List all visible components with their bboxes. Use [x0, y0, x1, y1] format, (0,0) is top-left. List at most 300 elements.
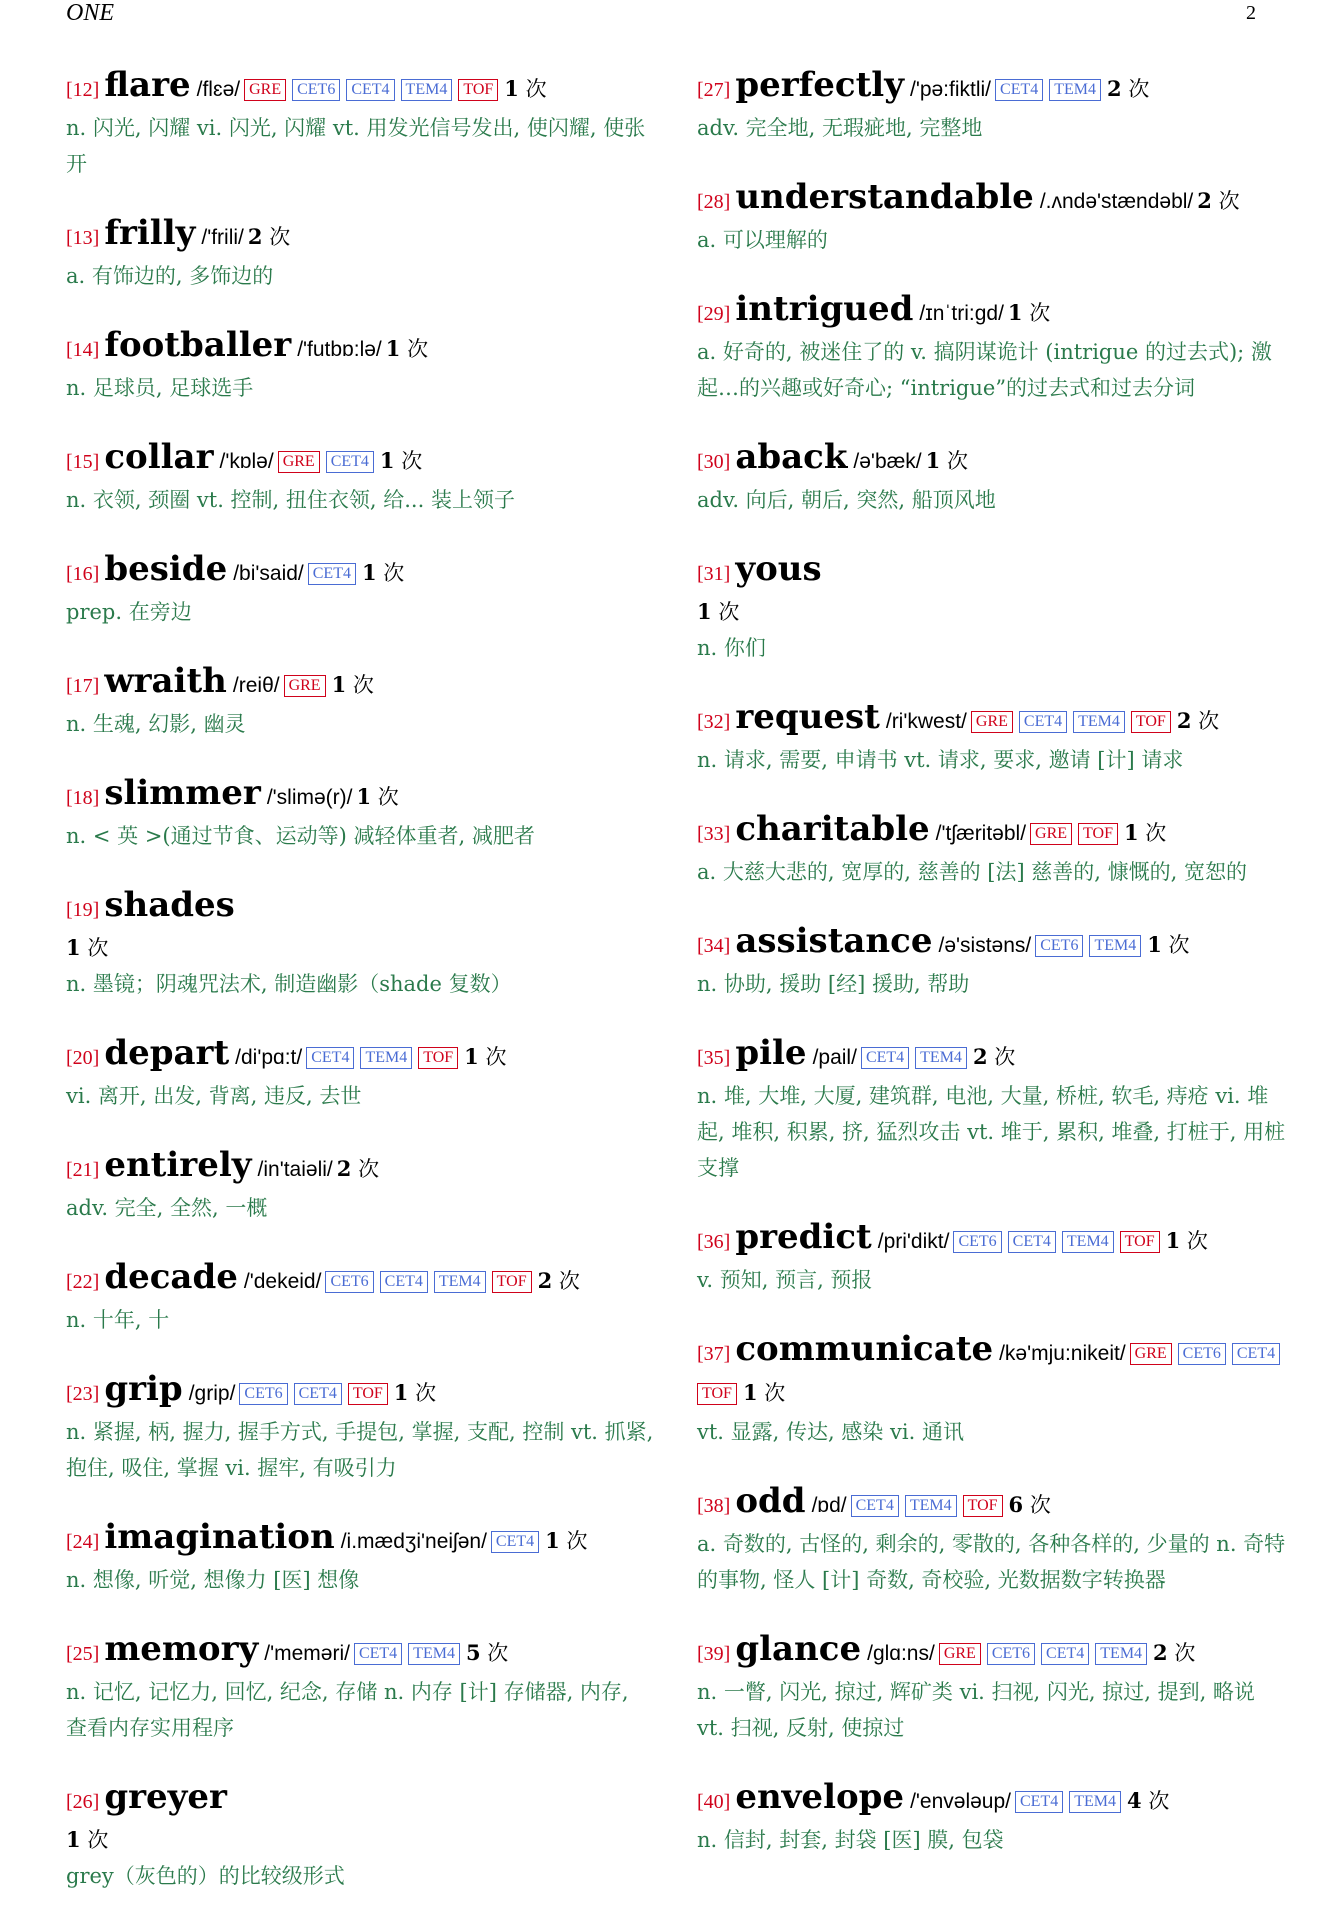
- vocab-entry: [66, 774, 656, 854]
- entry-word: request: [735, 697, 880, 737]
- exam-tag-badge: CET4: [995, 79, 1043, 101]
- vocab-entry: [66, 550, 656, 630]
- entry-definition: prep. 在旁边: [66, 600, 192, 624]
- entry-index: [13]: [66, 227, 100, 249]
- entry-definition: v. 预知, 预言, 预报: [697, 1268, 873, 1292]
- vocab-entry: [66, 1370, 656, 1486]
- entry-definition: n. 想像, 听觉, 想像力 [医] 想像: [66, 1568, 360, 1592]
- vocab-entry: [697, 1630, 1287, 1746]
- entry-headline: [697, 438, 1287, 482]
- entry-headline: [697, 922, 1287, 966]
- entry-index: [20]: [66, 1047, 100, 1069]
- entry-definition: n. 请求, 需要, 申请书 vt. 请求, 要求, 邀请 [计] 请求: [697, 748, 1184, 772]
- count-unit: 次: [1128, 77, 1150, 101]
- occurrence-count: [743, 1381, 785, 1405]
- exam-tag-badge: GRE: [284, 675, 326, 697]
- exam-tag-badge: CET4: [1232, 1343, 1280, 1365]
- occurrence-count: [538, 1269, 580, 1293]
- page-number: 2: [1246, 2, 1256, 24]
- entry-phonetic: /'frili/: [201, 226, 244, 249]
- exam-tag-badge: CET6: [1178, 1343, 1226, 1365]
- entry-index: [38]: [697, 1495, 731, 1517]
- entry-index: [33]: [697, 823, 731, 845]
- entry-phonetic: /i.mædʒi'neiʃən/: [340, 1530, 487, 1553]
- count-unit: 次: [718, 600, 740, 624]
- entry-definition: n. 堆, 大堆, 大厦, 建筑群, 电池, 大量, 桥桩, 软毛, 痔疮 vi. 堆起, 堆积, 积累, 挤, 猛烈攻击 vt. 堆于, 累积, 堆叠, 打桩于, 用桩支撑: [697, 1084, 1286, 1180]
- entry-word: assistance: [735, 921, 933, 961]
- entry-word: depart: [104, 1033, 230, 1073]
- occurrence-count: [66, 930, 656, 966]
- entry-word: wraith: [104, 661, 227, 701]
- entry-phonetic: /'dekeid/: [243, 1270, 322, 1293]
- entry-phonetic: /grip/: [188, 1382, 236, 1405]
- exam-tag-badge: TOF: [1120, 1231, 1160, 1253]
- exam-tag-badge: CET4: [1019, 711, 1067, 733]
- vocab-entry: [697, 550, 1287, 666]
- entry-word: pile: [735, 1033, 807, 1073]
- occurrence-count: [356, 785, 398, 809]
- entry-word: understandable: [735, 177, 1034, 217]
- exam-tag-badge: CET6: [1035, 935, 1083, 957]
- entry-index: [35]: [697, 1047, 731, 1069]
- entry-index: [15]: [66, 451, 100, 473]
- page-header: [66, 0, 1256, 40]
- count-number: 2: [1107, 76, 1122, 101]
- entry-phonetic: /ə'sistəns/: [938, 934, 1032, 957]
- count-unit: 次: [558, 1269, 580, 1293]
- count-number: 6: [1008, 1492, 1024, 1517]
- count-unit: 次: [415, 1381, 437, 1405]
- entry-headline: [697, 810, 1287, 854]
- entry-headline: [697, 550, 1287, 630]
- entry-headline: [66, 1778, 656, 1858]
- entry-definition: n. 你们: [697, 636, 766, 660]
- exam-tag-badge: CET6: [239, 1383, 287, 1405]
- count-unit: 次: [1029, 1493, 1051, 1517]
- exam-tag-badge: TOF: [1078, 823, 1118, 845]
- exam-tag-badge: CET4: [326, 451, 374, 473]
- entry-phonetic: /di'pɑ:t/: [235, 1046, 303, 1069]
- occurrence-count: [380, 449, 422, 473]
- entry-word: decade: [104, 1257, 238, 1297]
- vocab-entry: [66, 214, 656, 294]
- exam-tag-badge: CET4: [1015, 1791, 1063, 1813]
- entry-phonetic: /ə'bæk/: [853, 450, 922, 473]
- right-column: [697, 66, 1287, 1890]
- entry-phonetic: /glɑ:ns/: [867, 1642, 935, 1665]
- entry-headline: [66, 1518, 656, 1562]
- exam-tag-badge: CET4: [380, 1271, 428, 1293]
- entry-headline: [66, 438, 656, 482]
- entry-word: shades: [104, 885, 235, 925]
- exam-tag-badge: CET6: [292, 79, 340, 101]
- occurrence-count: [1197, 189, 1239, 213]
- entry-index: [28]: [697, 191, 731, 213]
- exam-tag-badge: TEM4: [915, 1047, 967, 1069]
- exam-tag-badge: CET4: [294, 1383, 342, 1405]
- count-number: 2: [1176, 708, 1192, 733]
- exam-tag-badge: GRE: [1130, 1343, 1172, 1365]
- entry-word: grip: [104, 1369, 183, 1409]
- entry-headline: [697, 1630, 1287, 1674]
- count-unit: 次: [269, 225, 291, 249]
- count-number: 1: [331, 672, 347, 697]
- entry-headline: [66, 1034, 656, 1078]
- entry-headline: [66, 1258, 656, 1302]
- exam-tag-badge: TEM4: [1073, 711, 1125, 733]
- exam-tag-badge: TEM4: [1069, 1791, 1121, 1813]
- count-number: 2: [1153, 1640, 1168, 1665]
- count-number: 1: [742, 1380, 758, 1405]
- entry-word: predict: [735, 1217, 872, 1257]
- entry-headline: [66, 326, 656, 370]
- count-number: 1: [66, 935, 81, 960]
- vocab-entry: [697, 438, 1287, 518]
- vocab-entry: [697, 1034, 1287, 1186]
- exam-tag-badge: TEM4: [1089, 935, 1141, 957]
- entry-word: flare: [104, 65, 191, 105]
- entry-index: [25]: [66, 1643, 100, 1665]
- count-number: 1: [66, 1827, 81, 1852]
- entry-index: [39]: [697, 1643, 731, 1665]
- occurrence-count: [1009, 1493, 1051, 1517]
- occurrence-count: [504, 77, 546, 101]
- count-unit: 次: [1029, 301, 1051, 325]
- entry-headline: [697, 1482, 1287, 1526]
- entry-definition: vi. 离开, 出发, 背离, 违反, 去世: [66, 1084, 362, 1108]
- entry-definition: a. 可以理解的: [697, 228, 828, 252]
- entry-headline: [66, 214, 656, 258]
- entry-word: glance: [735, 1629, 862, 1669]
- entry-phonetic: /'slimə(r)/: [266, 786, 353, 809]
- count-unit: 次: [1218, 189, 1240, 213]
- entry-word: beside: [104, 549, 228, 589]
- vocab-entry: [697, 1482, 1287, 1598]
- entry-headline: [697, 290, 1287, 334]
- count-unit: 次: [566, 1529, 588, 1553]
- entry-phonetic: /'kɒlə/: [219, 450, 274, 473]
- entry-definition: a. 有饰边的, 多饰边的: [66, 264, 274, 288]
- vocab-entry: [66, 438, 656, 518]
- entry-headline: [66, 1630, 656, 1674]
- exam-tag-badge: TOF: [348, 1383, 388, 1405]
- entry-headline: [697, 1034, 1287, 1078]
- entry-phonetic: /.ʌndə'stændəbl/: [1039, 190, 1194, 213]
- entry-definition: n. 信封, 封套, 封袋 [医] 膜, 包袋: [697, 1828, 1004, 1852]
- entry-phonetic: /pail/: [812, 1046, 857, 1069]
- count-number: 1: [1147, 932, 1162, 957]
- exam-tag-badge: TOF: [963, 1495, 1003, 1517]
- entry-headline: [66, 886, 656, 966]
- occurrence-count: [1008, 301, 1050, 325]
- count-number: 1: [379, 448, 395, 473]
- exam-tag-badge: CET4: [1008, 1231, 1056, 1253]
- entry-headline: [697, 178, 1287, 222]
- count-unit: 次: [1186, 1229, 1208, 1253]
- entry-phonetic: /ɒd/: [811, 1494, 847, 1517]
- entry-index: [16]: [66, 563, 100, 585]
- occurrence-count: [1177, 709, 1219, 733]
- entry-index: [30]: [697, 451, 731, 473]
- count-number: 1: [385, 336, 401, 361]
- count-number: 1: [1165, 1228, 1181, 1253]
- occurrence-count: [362, 561, 404, 585]
- exam-tag-badge: CET4: [491, 1531, 539, 1553]
- entry-definition: a. 大慈大悲的, 宽厚的, 慈善的 [法] 慈善的, 慷慨的, 宽恕的: [697, 860, 1248, 884]
- occurrence-count: [1107, 77, 1149, 101]
- entry-phonetic: /kə'mju:nikeit/: [999, 1342, 1126, 1365]
- entry-index: [32]: [697, 711, 731, 733]
- count-number: 1: [925, 448, 941, 473]
- entry-index: [12]: [66, 79, 100, 101]
- exam-tag-badge: GRE: [244, 79, 286, 101]
- exam-tag-badge: CET4: [354, 1643, 402, 1665]
- entry-phonetic: /'futbɒ:lə/: [297, 338, 382, 361]
- entry-word: intrigued: [735, 289, 914, 329]
- entry-index: [22]: [66, 1271, 100, 1293]
- exam-tag-badge: GRE: [971, 711, 1013, 733]
- vocab-entry: [66, 66, 656, 182]
- count-unit: 次: [352, 673, 374, 697]
- occurrence-count: [66, 1822, 656, 1858]
- entry-headline: [697, 1778, 1287, 1822]
- count-number: 1: [361, 560, 377, 585]
- count-unit: 次: [1174, 1641, 1196, 1665]
- occurrence-count: [545, 1529, 587, 1553]
- count-number: 2: [537, 1268, 553, 1293]
- entry-definition: a. 奇数的, 古怪的, 剩余的, 零散的, 各种各样的, 少量的 n. 奇特的事物, 怪人 [计] 奇数, 奇校验, 光数据数字转换器: [697, 1532, 1286, 1592]
- entry-word: communicate: [735, 1329, 994, 1369]
- count-unit: 次: [525, 77, 547, 101]
- entry-definition: grey（灰色的）的比较级形式: [66, 1864, 345, 1888]
- entry-definition: n. 协助, 援助 [经] 援助, 帮助: [697, 972, 970, 996]
- entry-word: perfectly: [735, 65, 904, 105]
- entry-definition: n. 十年, 十: [66, 1308, 170, 1332]
- entry-definition: n. < 英 >(通过节食、运动等) 减轻体重者, 减肥者: [66, 824, 535, 848]
- count-unit: 次: [485, 1045, 507, 1069]
- entry-headline: [66, 1370, 656, 1414]
- count-number: 2: [247, 224, 263, 249]
- vocab-entry: [697, 178, 1287, 258]
- entry-word: aback: [735, 437, 848, 477]
- count-number: 2: [1197, 188, 1212, 213]
- count-number: 1: [504, 76, 519, 101]
- count-number: 5: [465, 1640, 481, 1665]
- book-title: ONE: [66, 0, 114, 26]
- count-number: 1: [1123, 820, 1139, 845]
- exam-tag-badge: GRE: [1030, 823, 1072, 845]
- vocab-entry: [697, 1218, 1287, 1298]
- exam-tag-badge: CET4: [861, 1047, 909, 1069]
- entry-index: [37]: [697, 1343, 731, 1365]
- vocab-entry: [697, 698, 1287, 778]
- occurrence-count: [1147, 933, 1189, 957]
- exam-tag-badge: CET4: [851, 1495, 899, 1517]
- exam-tag-badge: CET6: [987, 1643, 1035, 1665]
- count-unit: 次: [1145, 821, 1167, 845]
- entry-word: imagination: [104, 1517, 335, 1557]
- vocab-entry: [66, 1258, 656, 1338]
- entry-index: [36]: [697, 1231, 731, 1253]
- entry-word: footballer: [104, 325, 292, 365]
- entry-definition: n. 闪光, 闪耀 vi. 闪光, 闪耀 vt. 用发光信号发出, 使闪耀, 使张开: [66, 116, 646, 176]
- entry-headline: [697, 698, 1287, 742]
- count-unit: 次: [401, 449, 423, 473]
- count-unit: 次: [1198, 709, 1220, 733]
- vocab-entry: [66, 1630, 656, 1746]
- entry-phonetic: /in'taiəli/: [257, 1158, 333, 1181]
- entry-phonetic: /flɛə/: [196, 78, 241, 101]
- entry-phonetic: /'tʃæritəbl/: [935, 822, 1027, 845]
- entry-headline: [697, 66, 1287, 110]
- left-column: [66, 66, 656, 1926]
- entry-definition: n. 衣领, 颈圈 vt. 控制, 扭住衣领, 给... 装上领子: [66, 488, 515, 512]
- entry-definition: n. 墨镜；阴魂咒法术, 制造幽影（shade 复数）: [66, 972, 512, 996]
- occurrence-count: [466, 1641, 508, 1665]
- entry-definition: adv. 完全, 全然, 一概: [66, 1196, 268, 1220]
- exam-tag-badge: TOF: [418, 1047, 458, 1069]
- entry-definition: adv. 完全地, 无瑕疵地, 完整地: [697, 116, 983, 140]
- occurrence-count: [926, 449, 968, 473]
- exam-tag-badge: CET4: [346, 79, 394, 101]
- exam-tag-badge: TEM4: [905, 1495, 957, 1517]
- exam-tag-badge: TOF: [492, 1271, 532, 1293]
- count-number: 2: [972, 1044, 988, 1069]
- occurrence-count: [1124, 821, 1166, 845]
- entry-headline: [697, 1330, 1287, 1414]
- exam-tag-badge: TEM4: [434, 1271, 486, 1293]
- entry-phonetic: /pri'dikt/: [877, 1230, 950, 1253]
- entry-index: [14]: [66, 339, 100, 361]
- count-number: 1: [1007, 300, 1023, 325]
- entry-word: frilly: [104, 213, 196, 253]
- entry-index: [18]: [66, 787, 100, 809]
- count-unit: 次: [487, 1641, 509, 1665]
- entry-definition: n. 足球员, 足球选手: [66, 376, 254, 400]
- entry-word: entirely: [104, 1145, 252, 1185]
- exam-tag-badge: GRE: [939, 1643, 981, 1665]
- entry-phonetic: /bi'said/: [233, 562, 304, 585]
- count-unit: 次: [358, 1157, 380, 1181]
- exam-tag-badge: CET4: [308, 563, 356, 585]
- entry-headline: [66, 66, 656, 110]
- entry-index: [17]: [66, 675, 100, 697]
- vocab-entry: [66, 662, 656, 742]
- entry-headline: [66, 774, 656, 818]
- entry-word: memory: [104, 1629, 259, 1669]
- entry-word: charitable: [735, 809, 930, 849]
- occurrence-count: [337, 1157, 379, 1181]
- vocab-entry: [697, 1330, 1287, 1450]
- exam-tag-badge: TOF: [458, 79, 498, 101]
- occurrence-count: [1153, 1641, 1195, 1665]
- exam-tag-badge: TEM4: [1062, 1231, 1114, 1253]
- vocab-entry: [66, 1778, 656, 1894]
- count-number: 1: [464, 1044, 479, 1069]
- count-unit: 次: [764, 1381, 786, 1405]
- entry-index: [29]: [697, 303, 731, 325]
- entry-definition: n. 紧握, 柄, 握力, 握手方式, 手提包, 掌握, 支配, 控制 vt. 抓紧, 抱住, 吸住, 掌握 vi. 握牢, 有吸引力: [66, 1420, 654, 1480]
- count-number: 4: [1127, 1788, 1142, 1813]
- entry-index: [21]: [66, 1159, 100, 1181]
- exam-tag-badge: TEM4: [360, 1047, 412, 1069]
- entry-headline: [66, 662, 656, 706]
- entry-definition: n. 生魂, 幻影, 幽灵: [66, 712, 246, 736]
- entry-index: [23]: [66, 1383, 100, 1405]
- entry-index: [26]: [66, 1791, 100, 1813]
- exam-tag-badge: CET4: [1041, 1643, 1089, 1665]
- count-number: 1: [545, 1528, 560, 1553]
- vocab-entry: [66, 1146, 656, 1226]
- vocab-entry: [697, 922, 1287, 1002]
- entry-headline: [66, 550, 656, 594]
- exam-tag-badge: TEM4: [1049, 79, 1101, 101]
- vocab-entry: [66, 1518, 656, 1598]
- occurrence-count: [386, 337, 428, 361]
- exam-tag-badge: GRE: [278, 451, 320, 473]
- entry-index: [24]: [66, 1531, 100, 1553]
- count-unit: 次: [1168, 933, 1190, 957]
- entry-index: [19]: [66, 899, 100, 921]
- count-number: 1: [356, 784, 372, 809]
- exam-tag-badge: TEM4: [401, 79, 453, 101]
- vocab-entry: [66, 886, 656, 1002]
- entry-word: collar: [104, 437, 214, 477]
- vocab-entry: [697, 290, 1287, 406]
- count-unit: 次: [994, 1045, 1016, 1069]
- entry-definition: n. 记忆, 记忆力, 回忆, 纪念, 存储 n. 内存 [计] 存储器, 内存, 查看内存实用程序: [66, 1680, 629, 1740]
- vocab-entry: [66, 326, 656, 406]
- entry-index: [34]: [697, 935, 731, 957]
- count-unit: 次: [383, 561, 405, 585]
- occurrence-count: [973, 1045, 1015, 1069]
- entry-phonetic: /reiθ/: [232, 674, 280, 697]
- entry-phonetic: /ri'kwest/: [885, 710, 967, 733]
- entry-headline: [66, 1146, 656, 1190]
- vocab-entry: [66, 1034, 656, 1114]
- count-unit: 次: [87, 936, 109, 960]
- count-unit: 次: [377, 785, 399, 809]
- count-number: 1: [697, 599, 712, 624]
- occurrence-count: [248, 225, 290, 249]
- occurrence-count: [697, 594, 1287, 630]
- occurrence-count: [1127, 1789, 1169, 1813]
- exam-tag-badge: CET6: [325, 1271, 373, 1293]
- entry-headline: [697, 1218, 1287, 1262]
- count-number: 1: [393, 1380, 409, 1405]
- count-unit: 次: [407, 337, 429, 361]
- entry-word: yous: [735, 549, 822, 589]
- exam-tag-badge: TOF: [697, 1383, 737, 1405]
- occurrence-count: [394, 1381, 436, 1405]
- entry-index: [31]: [697, 563, 731, 585]
- occurrence-count: [332, 673, 374, 697]
- entry-index: [27]: [697, 79, 731, 101]
- exam-tag-badge: CET6: [953, 1231, 1001, 1253]
- entry-word: greyer: [104, 1777, 227, 1817]
- occurrence-count: [464, 1045, 506, 1069]
- vocab-entry: [697, 1778, 1287, 1858]
- exam-tag-badge: TEM4: [408, 1643, 460, 1665]
- occurrence-count: [1166, 1229, 1208, 1253]
- exam-tag-badge: TOF: [1131, 711, 1171, 733]
- exam-tag-badge: CET4: [306, 1047, 354, 1069]
- entry-word: slimmer: [104, 773, 261, 813]
- entry-word: envelope: [735, 1777, 905, 1817]
- vocab-entry: [697, 66, 1287, 146]
- entry-definition: a. 好奇的, 被迷住了的 v. 搞阴谋诡计 (intrigue 的过去式); 激起…的兴趣或好奇心; “intrigue”的过去式和过去分词: [697, 340, 1272, 400]
- exam-tag-badge: TEM4: [1095, 1643, 1147, 1665]
